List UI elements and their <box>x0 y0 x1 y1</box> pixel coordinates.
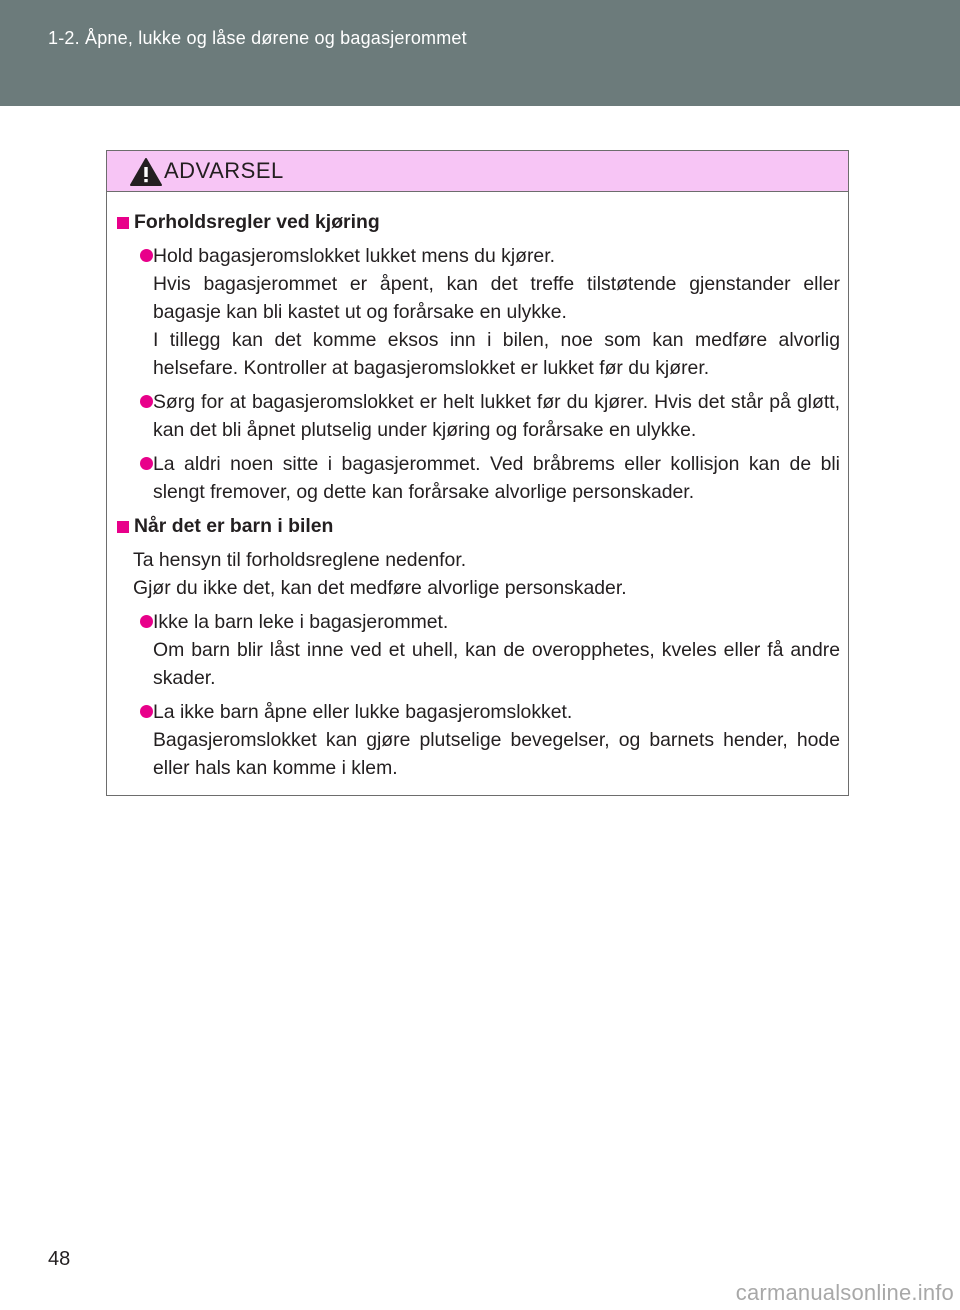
item-text: Hvis bagasjerommet er åpent, kan det treffe tilstøtende gjenstander eller bagasje kan bli kastet ut og forårsake en ulykke. <box>153 273 840 323</box>
page-header <box>0 0 960 106</box>
item-text: Sørg for at bagasjeromslokket er helt lukket før du kjører. Hvis det står på gløtt, kan det bli åpnet plutselig under kjøring og forårsake en ulykke. <box>153 391 840 441</box>
list-item <box>117 608 840 692</box>
item-text: Ikke la barn leke i bagasjerommet. <box>153 611 449 633</box>
square-bullet-icon <box>117 521 129 533</box>
section-driving <box>117 208 840 506</box>
warning-body <box>107 192 848 782</box>
list-item <box>117 388 840 444</box>
section-children <box>117 512 840 782</box>
warning-title: ADVARSEL <box>164 158 284 183</box>
circle-bullet-icon <box>140 249 153 262</box>
item-text: Bagasjeromslokket kan gjøre plutselige bevegelser, og barnets hender, hode eller hals kan komme i klem. <box>153 729 840 779</box>
section-heading: Forholdsregler ved kjøring <box>117 208 840 236</box>
circle-bullet-icon <box>140 457 153 470</box>
section-intro <box>117 546 840 602</box>
item-text: Om barn blir låst inne ved et uhell, kan de overopphetes, kveles eller få andre skader. <box>153 639 840 689</box>
circle-bullet-icon <box>140 615 153 628</box>
warning-header <box>107 151 848 192</box>
watermark: carmanualsonline.info <box>735 1280 954 1305</box>
page-number: 48 <box>48 1248 71 1270</box>
section-title: 1-2. Åpne, lukke og låse dørene og bagasjerommet <box>48 28 467 48</box>
circle-bullet-icon <box>140 705 153 718</box>
list-item <box>117 242 840 382</box>
intro-text: Ta hensyn til forholdsreglene nedenfor. <box>133 549 467 571</box>
item-text: La aldri noen sitte i bagasjerommet. Ved bråbrems eller kollisjon kan de bli slengt fremover, og dette kan forårsake alvorlige personskader. <box>153 453 840 503</box>
square-bullet-icon <box>117 217 129 229</box>
item-text: La ikke barn åpne eller lukke bagasjeromslokket. <box>153 701 573 723</box>
circle-bullet-icon <box>140 395 153 408</box>
item-text: I tillegg kan det komme eksos inn i bilen, noe som kan medføre alvorlig helsefare. Kontroller at bagasjeromslokket er lukket før du kjører. <box>153 329 840 379</box>
intro-text: Gjør du ikke det, kan det medføre alvorlige personskader. <box>133 577 627 599</box>
list-item <box>117 698 840 782</box>
list-item <box>117 450 840 506</box>
section-heading: Når det er barn i bilen <box>117 512 840 540</box>
item-text: Hold bagasjeromslokket lukket mens du kjører. <box>153 245 555 267</box>
warning-triangle-icon <box>129 157 163 187</box>
warning-box <box>106 150 849 796</box>
